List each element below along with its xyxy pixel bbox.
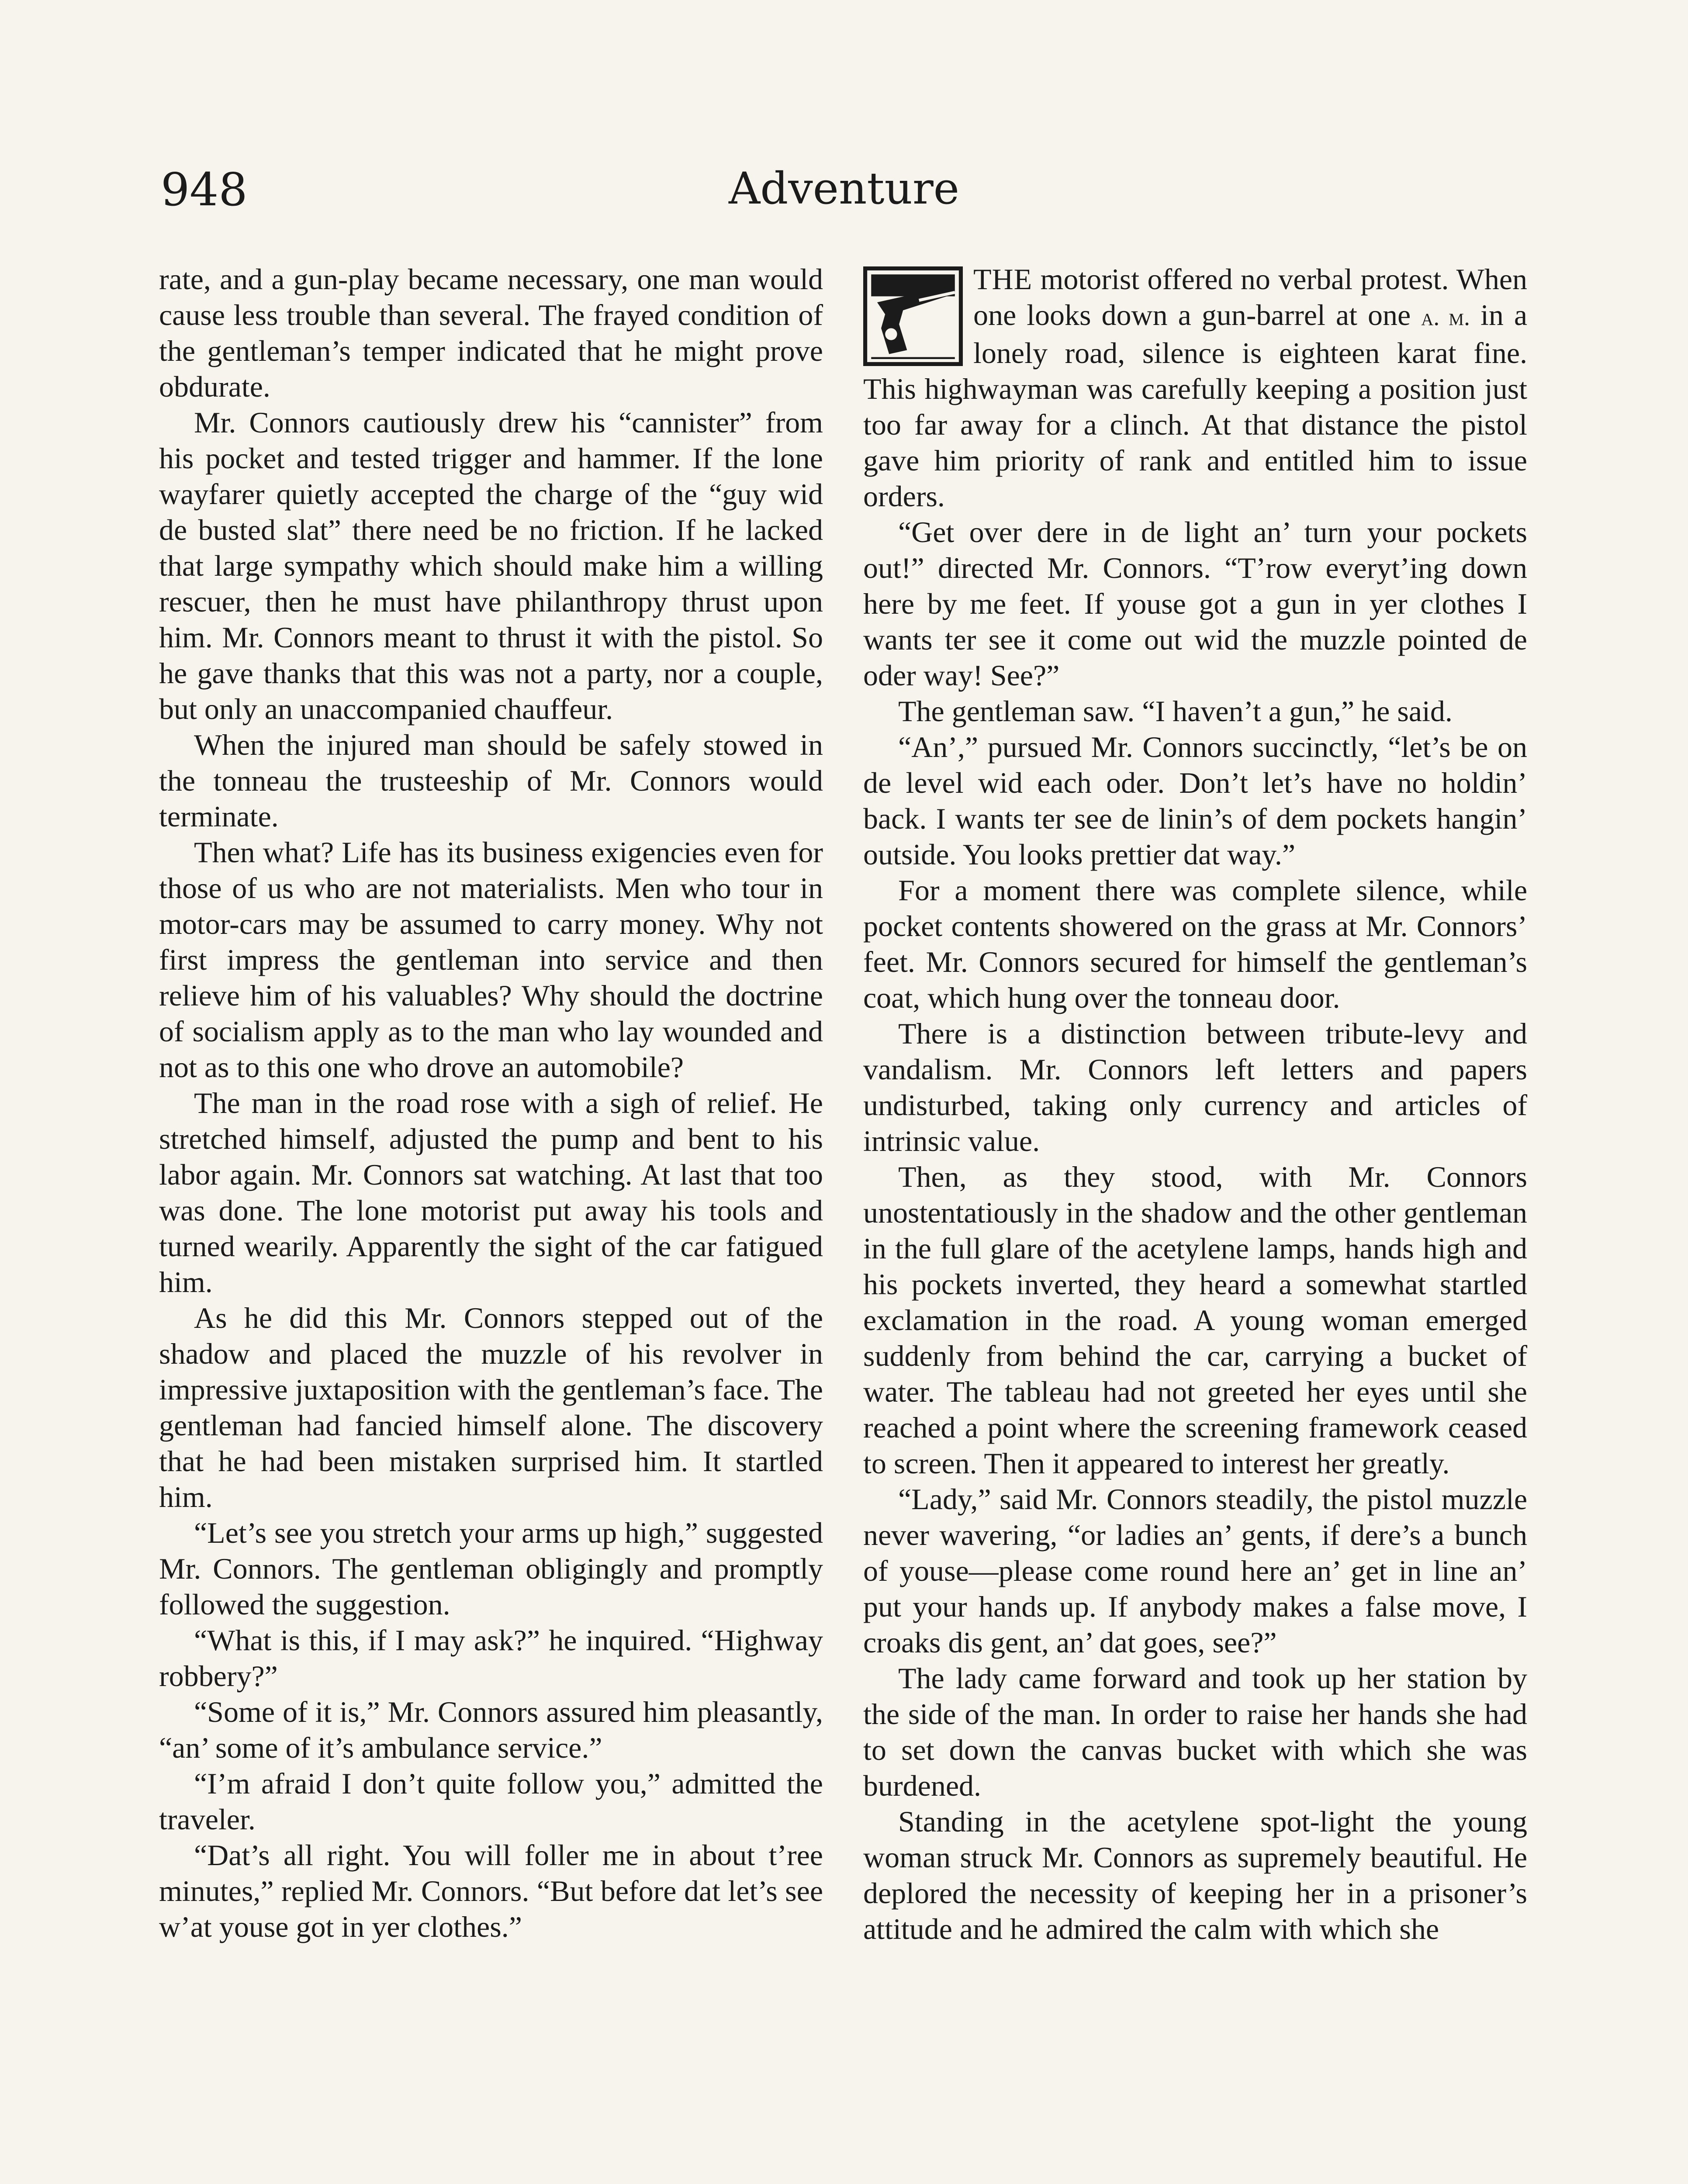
right-paragraph: “Lady,” said Mr. Connors steadily, the pistol muzzle never wavering, “or ladies an’ gents, if dere’s a bunch of youse—please come round here an’ get in line an’ put your hands up. If anybody makes a false move, I croaks dis gent, an’ dat goes, see?”	[863, 1482, 1527, 1659]
opening-text: motorist offered no verbal protest. When one looks down a gun-barrel at one	[973, 263, 1527, 332]
left-paragraph: “Let’s see you stretch your arms up high,” suggested Mr. Connors. The gentleman obligingly and promptly followed the suggestion.	[159, 1516, 823, 1621]
left-paragraph: “Dat’s all right. You will foller me in about t’ree minutes,” replied Mr. Connors. “But before dat let’s see w’at youse got in yer clothes.”	[159, 1838, 823, 1943]
right-paragraph: The gentleman saw. “I haven’t a gun,” he said.	[898, 695, 1453, 728]
left-paragraph: When the injured man should be safely stowed in the tonneau the trusteeship of Mr. Connors would terminate.	[159, 728, 823, 833]
left-paragraph: Mr. Connors cautiously drew his “cannister” from his pocket and tested trigger and hammer. If the lone wayfarer quietly accepted the charge of the “guy wid de busted slat” there need be no friction. If he lacked that large sympathy which should make him a willing rescuer, then he must have philanthropy thrust upon him. Mr. Connors meant to thrust it with the pistol. So he gave thanks that this was not a party, nor a couple, but only an unaccompanied chauffeur.	[159, 406, 823, 726]
left-paragraph: Then what? Life has its business exigencies even for those of us who are not materialists. Men who tour in motor-cars may be assumed to carry money. Why not first impress the gentleman into service and then relieve him of his valuables? Why should the doctrine of socialism apply as to the man who lay wounded and not as to this one who drove an automobile?	[159, 836, 823, 1084]
running-title: Adventure	[729, 163, 959, 214]
left-paragraph: “What is this, if I may ask?” he inquired. “Highway robbery?”	[159, 1624, 823, 1693]
right-paragraph: There is a distinction between tribute-levy and vandalism. Mr. Connors left letters and papers undisturbed, taking only currency and articles of intrinsic value.	[863, 1017, 1527, 1158]
opening-lead-word: THE	[973, 263, 1033, 296]
left-paragraph: As he did this Mr. Connors stepped out of the shadow and placed the muzzle of his revolver in impressive juxtaposition with the gentleman’s face. The gentleman had fancied himself alone. The discovery that he had been mistaken surprised him. It startled him.	[159, 1301, 823, 1514]
left-paragraph: rate, and a gun-play became necessary, one man would cause less trouble than several. The frayed condition of the gentleman’s temper indicated that he might prove obdurate.	[159, 263, 823, 403]
opening-text-continued: in a lonely road, silence is eighteen karat fine. This highwayman was carefully keeping a position just too far away for a clinch. At that distance the pistol gave him priority of rank and entitled him to issue orders.	[863, 298, 1528, 513]
pistol-vignette-icon	[863, 266, 963, 366]
right-paragraph: For a moment there was complete silence, while pocket contents showered on the grass at Mr. Connors’ feet. Mr. Connors secured for himself the gentleman’s coat, which hung over the tonneau door.	[863, 874, 1527, 1014]
left-column	[159, 261, 823, 1945]
right-column	[863, 261, 1527, 1947]
left-paragraph: “I’m afraid I don’t quite follow you,” admitted the traveler.	[159, 1767, 823, 1836]
right-paragraph: “An’,” pursued Mr. Connors succinctly, “let’s be on de level wid each oder. Don’t let’s have no holdin’ back. I wants ter see de linin’s of dem pockets hangin’ outside. You looks prettier dat way.”	[863, 730, 1527, 871]
opening-paragraph	[863, 261, 1527, 514]
left-paragraph: The man in the road rose with a sigh of relief. He stretched himself, adjusted the pump and bent to his labor again. Mr. Connors sat watching. At last that too was done. The lone motorist put away his tools and turned wearily. Apparently the sight of the car fatigued him.	[159, 1086, 823, 1299]
right-paragraph: “Get over dere in de light an’ turn your pockets out!” directed Mr. Connors. “T’row everyt’ing down here by me feet. If youse got a gun in yer clothes I wants ter see it come out wid the muzzle pointed de oder way! See?”	[863, 515, 1527, 692]
opening-time: a. m.	[1421, 304, 1470, 331]
page-number: 948	[161, 163, 248, 216]
left-paragraph: “Some of it is,” Mr. Connors assured him pleasantly, “an’ some of it’s ambulance service.”	[159, 1695, 823, 1764]
right-paragraph: The lady came forward and took up her station by the side of the man. In order to raise her hands she had to set down the canvas bucket with which she was burdened.	[863, 1662, 1527, 1802]
right-paragraph: Then, as they stood, with Mr. Connors unostentatiously in the shadow and the other gentleman in the full glare of the acetylene lamps, hands high and his pockets inverted, they heard a somewhat startled exclamation in the road. A young woman emerged suddenly from behind the car, carrying a bucket of water. The tableau had not greeted her eyes until she reached a point where the screening framework ceased to screen. Then it appeared to interest her greatly.	[863, 1160, 1527, 1480]
right-paragraph: Standing in the acetylene spot-light the young woman struck Mr. Connors as supremely beautiful. He deplored the necessity of keeping her in a prisoner’s attitude and he admired the calm with which she	[863, 1805, 1527, 1946]
